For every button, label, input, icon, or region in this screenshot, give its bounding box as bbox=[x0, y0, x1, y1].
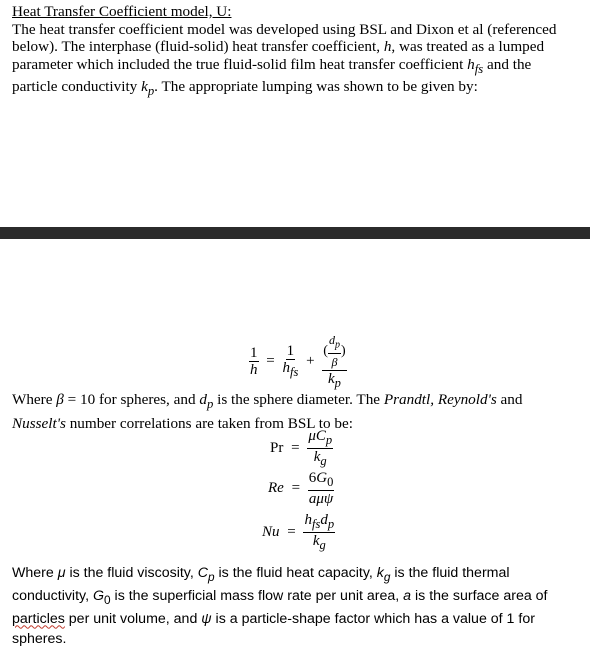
text-part: number correlations are taken from BSL to be: bbox=[65, 415, 353, 433]
symbol-kg-sub: g bbox=[383, 569, 391, 584]
symbol-kg-sub: g bbox=[320, 454, 327, 468]
pr-fraction bbox=[307, 428, 333, 469]
text-part: per unit volume, and bbox=[64, 611, 202, 628]
divider-bar bbox=[0, 227, 590, 239]
fraction-1-over-h bbox=[249, 345, 259, 378]
heat-transfer-equation bbox=[249, 332, 347, 391]
symbol-kp-sub: p bbox=[147, 84, 155, 99]
symbol-g0: G bbox=[316, 470, 328, 486]
symbol-dp: d bbox=[328, 333, 335, 347]
re-label: Re bbox=[268, 479, 284, 496]
symbol-dp: d bbox=[320, 512, 328, 528]
equals-sign: = bbox=[291, 479, 301, 496]
prandtl-equation bbox=[270, 428, 333, 469]
symbol-dp: d bbox=[199, 391, 207, 408]
section-heading: Heat Transfer Coefficient model, U: bbox=[12, 3, 232, 20]
numerator: 1 bbox=[250, 345, 258, 362]
symbol-hfs: h bbox=[304, 512, 312, 528]
symbol-mu: μ bbox=[308, 428, 316, 444]
definitions-paragraph bbox=[12, 564, 587, 649]
text-part: and bbox=[496, 391, 523, 408]
intro-paragraph bbox=[12, 3, 580, 101]
denominator bbox=[250, 362, 258, 378]
symbol-dp-sub: p bbox=[327, 517, 335, 531]
symbol-kp-sub: p bbox=[334, 376, 341, 391]
correlations-paragraph bbox=[12, 390, 580, 433]
prandtl-reynolds-label: Prandtl, Reynold's bbox=[383, 391, 497, 408]
denominator bbox=[313, 533, 326, 553]
denominator bbox=[328, 371, 341, 391]
symbol-h: h bbox=[383, 38, 392, 56]
numerator bbox=[308, 470, 335, 491]
text-part: Where bbox=[12, 565, 58, 581]
numerator bbox=[322, 332, 346, 371]
plus-sign: + bbox=[306, 353, 315, 370]
symbol-cp: C bbox=[197, 565, 208, 581]
equals-sign: = bbox=[287, 523, 296, 540]
intro-text-part: . The appropriate lumping was shown to be given by: bbox=[154, 78, 478, 96]
text-part: is the fluid viscosity, bbox=[65, 565, 198, 581]
symbol-beta: β bbox=[331, 355, 338, 370]
symbol-mu: μ bbox=[57, 565, 66, 581]
text-part: is the fluid heat capacity, bbox=[214, 565, 377, 581]
spellcheck-word: particles bbox=[12, 611, 65, 628]
numerator bbox=[307, 428, 333, 449]
symbol-hfs-sub: fs bbox=[474, 61, 484, 76]
symbol-dp-sub: p bbox=[206, 397, 214, 412]
text-part: is the sphere diameter. The bbox=[213, 391, 384, 408]
pr-label: Pr bbox=[270, 439, 284, 456]
symbol-hfs-sub: fs bbox=[289, 365, 299, 380]
denominator bbox=[331, 354, 337, 370]
numerator: 1 bbox=[286, 343, 295, 360]
symbol-kg-sub: g bbox=[319, 538, 326, 552]
reynolds-equation bbox=[268, 470, 334, 507]
symbol-psi: ψ bbox=[201, 611, 212, 628]
denominator bbox=[314, 449, 327, 469]
intro-text-part: , was treated as a lumped parameter which included the true fluid-solid film heat transfer coefficient bbox=[12, 38, 545, 73]
nu-label: Nu bbox=[262, 523, 280, 540]
fraction-1-over-hfs bbox=[282, 343, 298, 380]
nusselt-label: Nusselt's bbox=[12, 415, 66, 433]
symbol-kp: k bbox=[141, 78, 148, 96]
symbol-hfs: h bbox=[467, 55, 475, 73]
symbol-g0-sub: 0 bbox=[104, 593, 111, 608]
text-part: is a particle-shape factor which has a value of 1 for spheres. bbox=[12, 611, 535, 647]
intro-text bbox=[12, 21, 580, 101]
symbol-cp-sub: p bbox=[207, 569, 215, 584]
text-part: is the fluid thermal conductivity, bbox=[12, 565, 510, 605]
symbol-cp-sub: p bbox=[325, 433, 333, 447]
symbol-cp: C bbox=[315, 428, 326, 444]
re-fraction bbox=[308, 470, 335, 507]
symbol-beta: β bbox=[56, 391, 64, 408]
text-part: Where bbox=[12, 391, 57, 408]
symbol-kg: k bbox=[312, 533, 320, 549]
symbol-kp: k bbox=[327, 371, 335, 388]
symbol-a-mu-psi: aμψ bbox=[308, 491, 334, 507]
intro-text-part: and the particle conductivity bbox=[12, 55, 532, 96]
text-part: is the superficial mass flow rate per unit area, bbox=[110, 588, 404, 605]
numerator bbox=[328, 332, 341, 354]
symbol-dp-sub: p bbox=[334, 339, 340, 351]
fraction-dp-beta-over-kp bbox=[322, 332, 346, 391]
constant-six: 6 bbox=[308, 470, 317, 486]
denominator bbox=[282, 360, 298, 380]
text-part: = 10 for spheres, and bbox=[63, 391, 200, 408]
close-paren: ) bbox=[340, 343, 346, 359]
open-paren: ( bbox=[323, 343, 328, 359]
text-part: is the surface area of bbox=[411, 588, 548, 605]
nusselt-equation bbox=[262, 512, 335, 553]
denominator bbox=[309, 491, 333, 507]
nu-fraction bbox=[303, 512, 335, 553]
symbol-g0-sub: 0 bbox=[327, 475, 334, 489]
symbol-g0: G bbox=[92, 588, 105, 605]
equals-sign: = bbox=[291, 439, 300, 456]
numerator bbox=[303, 512, 335, 533]
symbol-hfs: h bbox=[282, 360, 290, 377]
symbol-kg: k bbox=[376, 565, 384, 581]
symbol-hfs-sub: fs bbox=[311, 517, 321, 531]
equals-sign: = bbox=[266, 353, 275, 370]
symbol-a: a bbox=[403, 588, 412, 605]
fraction-dp-over-beta bbox=[328, 332, 341, 370]
symbol-kg: k bbox=[313, 449, 321, 465]
symbol-h: h bbox=[250, 362, 258, 379]
intro-text-part: The heat transfer coefficient model was developed using BSL and Dixon et al (referenced below). The interphase (fluid-solid) heat transfer coefficient, bbox=[12, 20, 557, 56]
